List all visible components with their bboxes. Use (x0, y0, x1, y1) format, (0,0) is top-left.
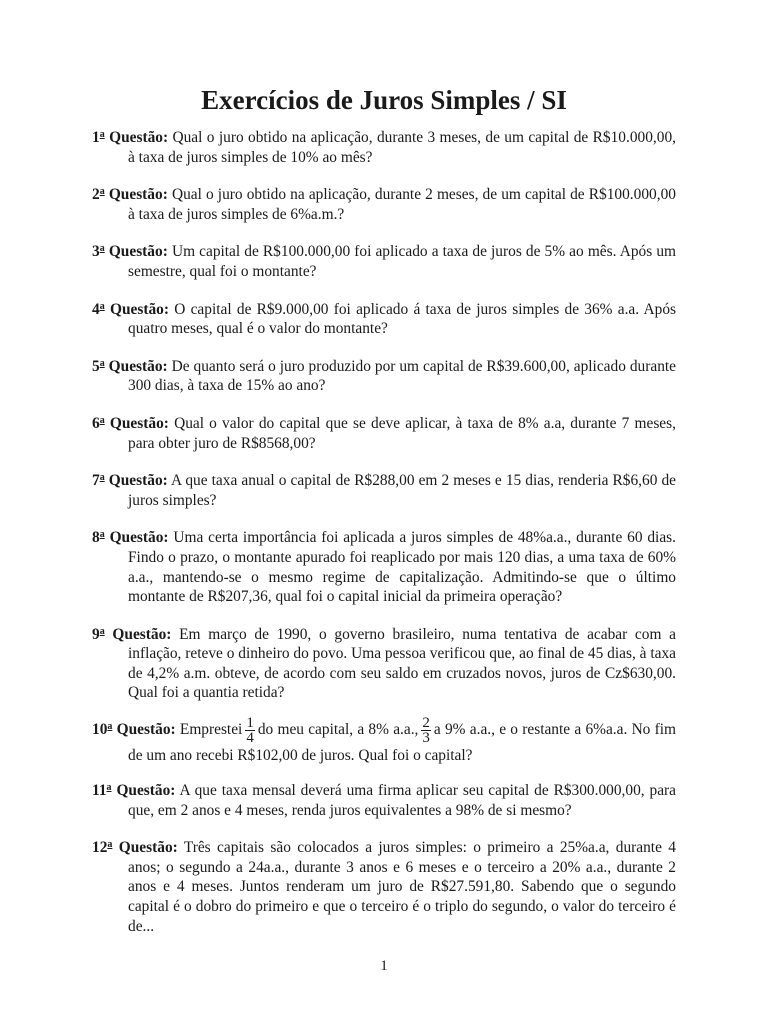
question-2-label: 2$^a$ Questão: (92, 186, 168, 204)
question-8 (92, 525, 676, 606)
fraction-one-quarter: $\frac{1}{4}$ (246, 715, 254, 747)
question-3-text: Um capital de R$100.000,00 foi aplicado a taxa de juros de 5% ao mês. Após um semestre, qual foi o montante? (128, 243, 676, 280)
question-1-label: 1$^a$ Questão: (92, 129, 169, 146)
question-10-text-b: do meu capital, a 8% a.a., (257, 721, 419, 739)
question-1-text: Qual o juro obtido na aplicação, durante 3 meses, de um capital de R$10.000,00, à taxa de juros simples de 10% ao mês? (128, 129, 676, 166)
question-2-text: Qual o juro obtido na aplicação, durante 2 meses, de um capital de R$100.000,00 à taxa de juros simples de 6%a.m.? (128, 186, 676, 223)
question-6 (92, 411, 676, 453)
question-7-label: 7$^a$ Questão: (92, 472, 168, 490)
question-9 (92, 622, 676, 703)
question-1 (92, 125, 676, 167)
question-11-text: A que taxa mensal deverá uma firma aplicar seu capital de R$300.000,00, para que, em 2 anos e 4 meses, renda juros equivalentes a 98% de si mesmo? (128, 782, 676, 819)
question-10-text-a: Emprestei (179, 721, 243, 739)
question-3-label: 3$^a$ Questão: (92, 243, 168, 261)
question-5 (92, 354, 676, 396)
question-10-text-c: a 9% a.a., e o restante a 6%a.a. No fim de um ano recebi R$102,00 de juros. Qual foi o capital? (128, 721, 677, 765)
question-8-text: Uma certa importância foi aplicada a juros simples de 48%a.a., durante 60 dias. Findo o prazo, o montante apurado foi reaplicado por mais 120 dias, a uma taxa de 60% a.a., mantendo-se o mesmo regime de capitalização. Admitindo-se que o último montante de R$207,36, qual foi o capital inicial da primeira operação? (128, 529, 676, 606)
page-title: Exercícios de Juros Simples / SI (201, 85, 567, 115)
question-2 (92, 182, 676, 224)
question-6-text: Qual o valor do capital que se deve aplicar, à taxa de 8% a.a, durante 7 meses, para obter juro de R$8568,00? (128, 414, 676, 452)
question-10 (92, 716, 676, 767)
question-5-text: De quanto será o juro produzido por um capital de R$39.600,00, aplicado durante 300 dias, à taxa de 15% ao ano? (128, 357, 676, 395)
question-11 (92, 778, 676, 820)
question-9-label: 9$^a$ Questão: (92, 625, 172, 643)
question-10-label: 10$^a$ Questão: (92, 721, 176, 739)
question-8-label: 8$^a$ Questão: (92, 529, 169, 547)
question-12-text: Três capitais são colocados a juros simples: o primeiro a 25%a.a, durante 4 anos; o segundo a 24a.a., durante 3 anos e 6 meses e o terceiro a 20% a.a., durante 2 anos e 4 meses. Juntos renderam um juro de R$27.591,80. Sabendo que o segundo capital é o dobro do primeiro e que o terceiro é o triplo do segundo, o valor do terceiro é de... (128, 839, 676, 935)
question-7 (92, 468, 676, 510)
page-number: 1 (380, 958, 388, 974)
question-3 (92, 239, 676, 281)
question-5-label: 5$^a$ Questão: (92, 357, 168, 375)
question-9-text: Em março de 1990, o governo brasileiro, numa tentativa de acabar com a inflação, reteve o dinheiro do povo. Uma pessoa verificou que, ao final de 45 dias, à taxa de 4,2% a.m. obteve, de acordo com seu saldo em cruzados novos, juros de Cz$630,00. Qual foi a quantia retida? (128, 625, 676, 702)
question-4 (92, 297, 676, 339)
question-4-label: 4$^a$ Questão: (92, 300, 169, 318)
question-6-label: 6$^a$ Questão: (92, 414, 169, 432)
fraction-two-thirds: $\frac{2}{3}$ (422, 715, 430, 747)
question-12-label: 12$^a$ Questão: (92, 839, 178, 857)
question-4-text: O capital de R$9.000,00 foi aplicado á taxa de juros simples de 36% a.a. Após quatro meses, qual é o valor do montante? (128, 300, 677, 338)
question-11-label: 11$^a$ Questão: (92, 782, 176, 800)
question-list (92, 125, 676, 936)
question-7-text: A que taxa anual o capital de R$288,00 em 2 meses e 15 dias, renderia R$6,60 de juros simples? (128, 472, 676, 509)
question-12 (92, 835, 676, 936)
